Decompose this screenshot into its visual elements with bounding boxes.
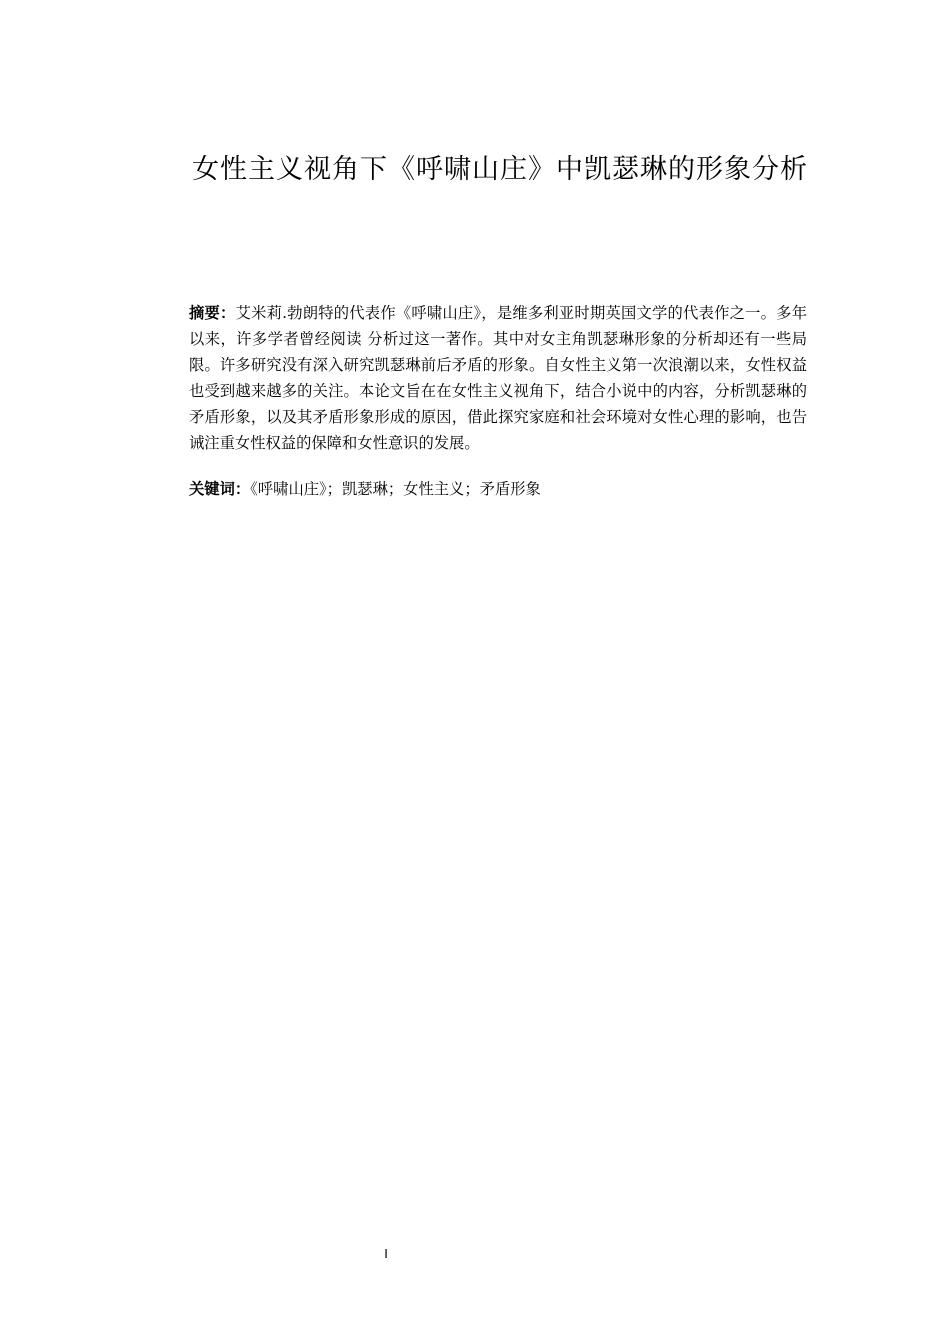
abstract-label: 摘要：	[189, 304, 236, 322]
abstract-paragraph	[189, 300, 807, 456]
keywords-label: 关键词：	[189, 480, 251, 498]
document-title: 女性主义视角下《呼啸山庄》中凯瑟琳的形象分析	[192, 154, 808, 185]
keywords-text: 《呼啸山庄》；凯瑟琳；女性主义；矛盾形象	[250, 480, 541, 498]
abstract-text: 艾米莉.勃朗特的代表作《呼啸山庄》，是维多利亚时期英国文学的代表作之一。多年以来，许多学者曾经阅读 分析过这一著作。其中对女主角凯瑟琳形象的分析却还有一些局限。许多研究没有深入研究凯瑟琳前后矛盾的形象。自女性主义第一次浪潮以来，女性权益也受到越来越多的关注。本论文旨在在女性主义视角下，结合小说中的内容，分析凯瑟琳的矛盾形象，以及其矛盾形象形成的原因，借此探究家庭和社会环境对女性心理的影响，也告诫注重女性权益的保障和女性意识的发展。	[189, 304, 807, 452]
keywords-line	[189, 476, 807, 502]
page-number: I	[384, 1246, 388, 1261]
